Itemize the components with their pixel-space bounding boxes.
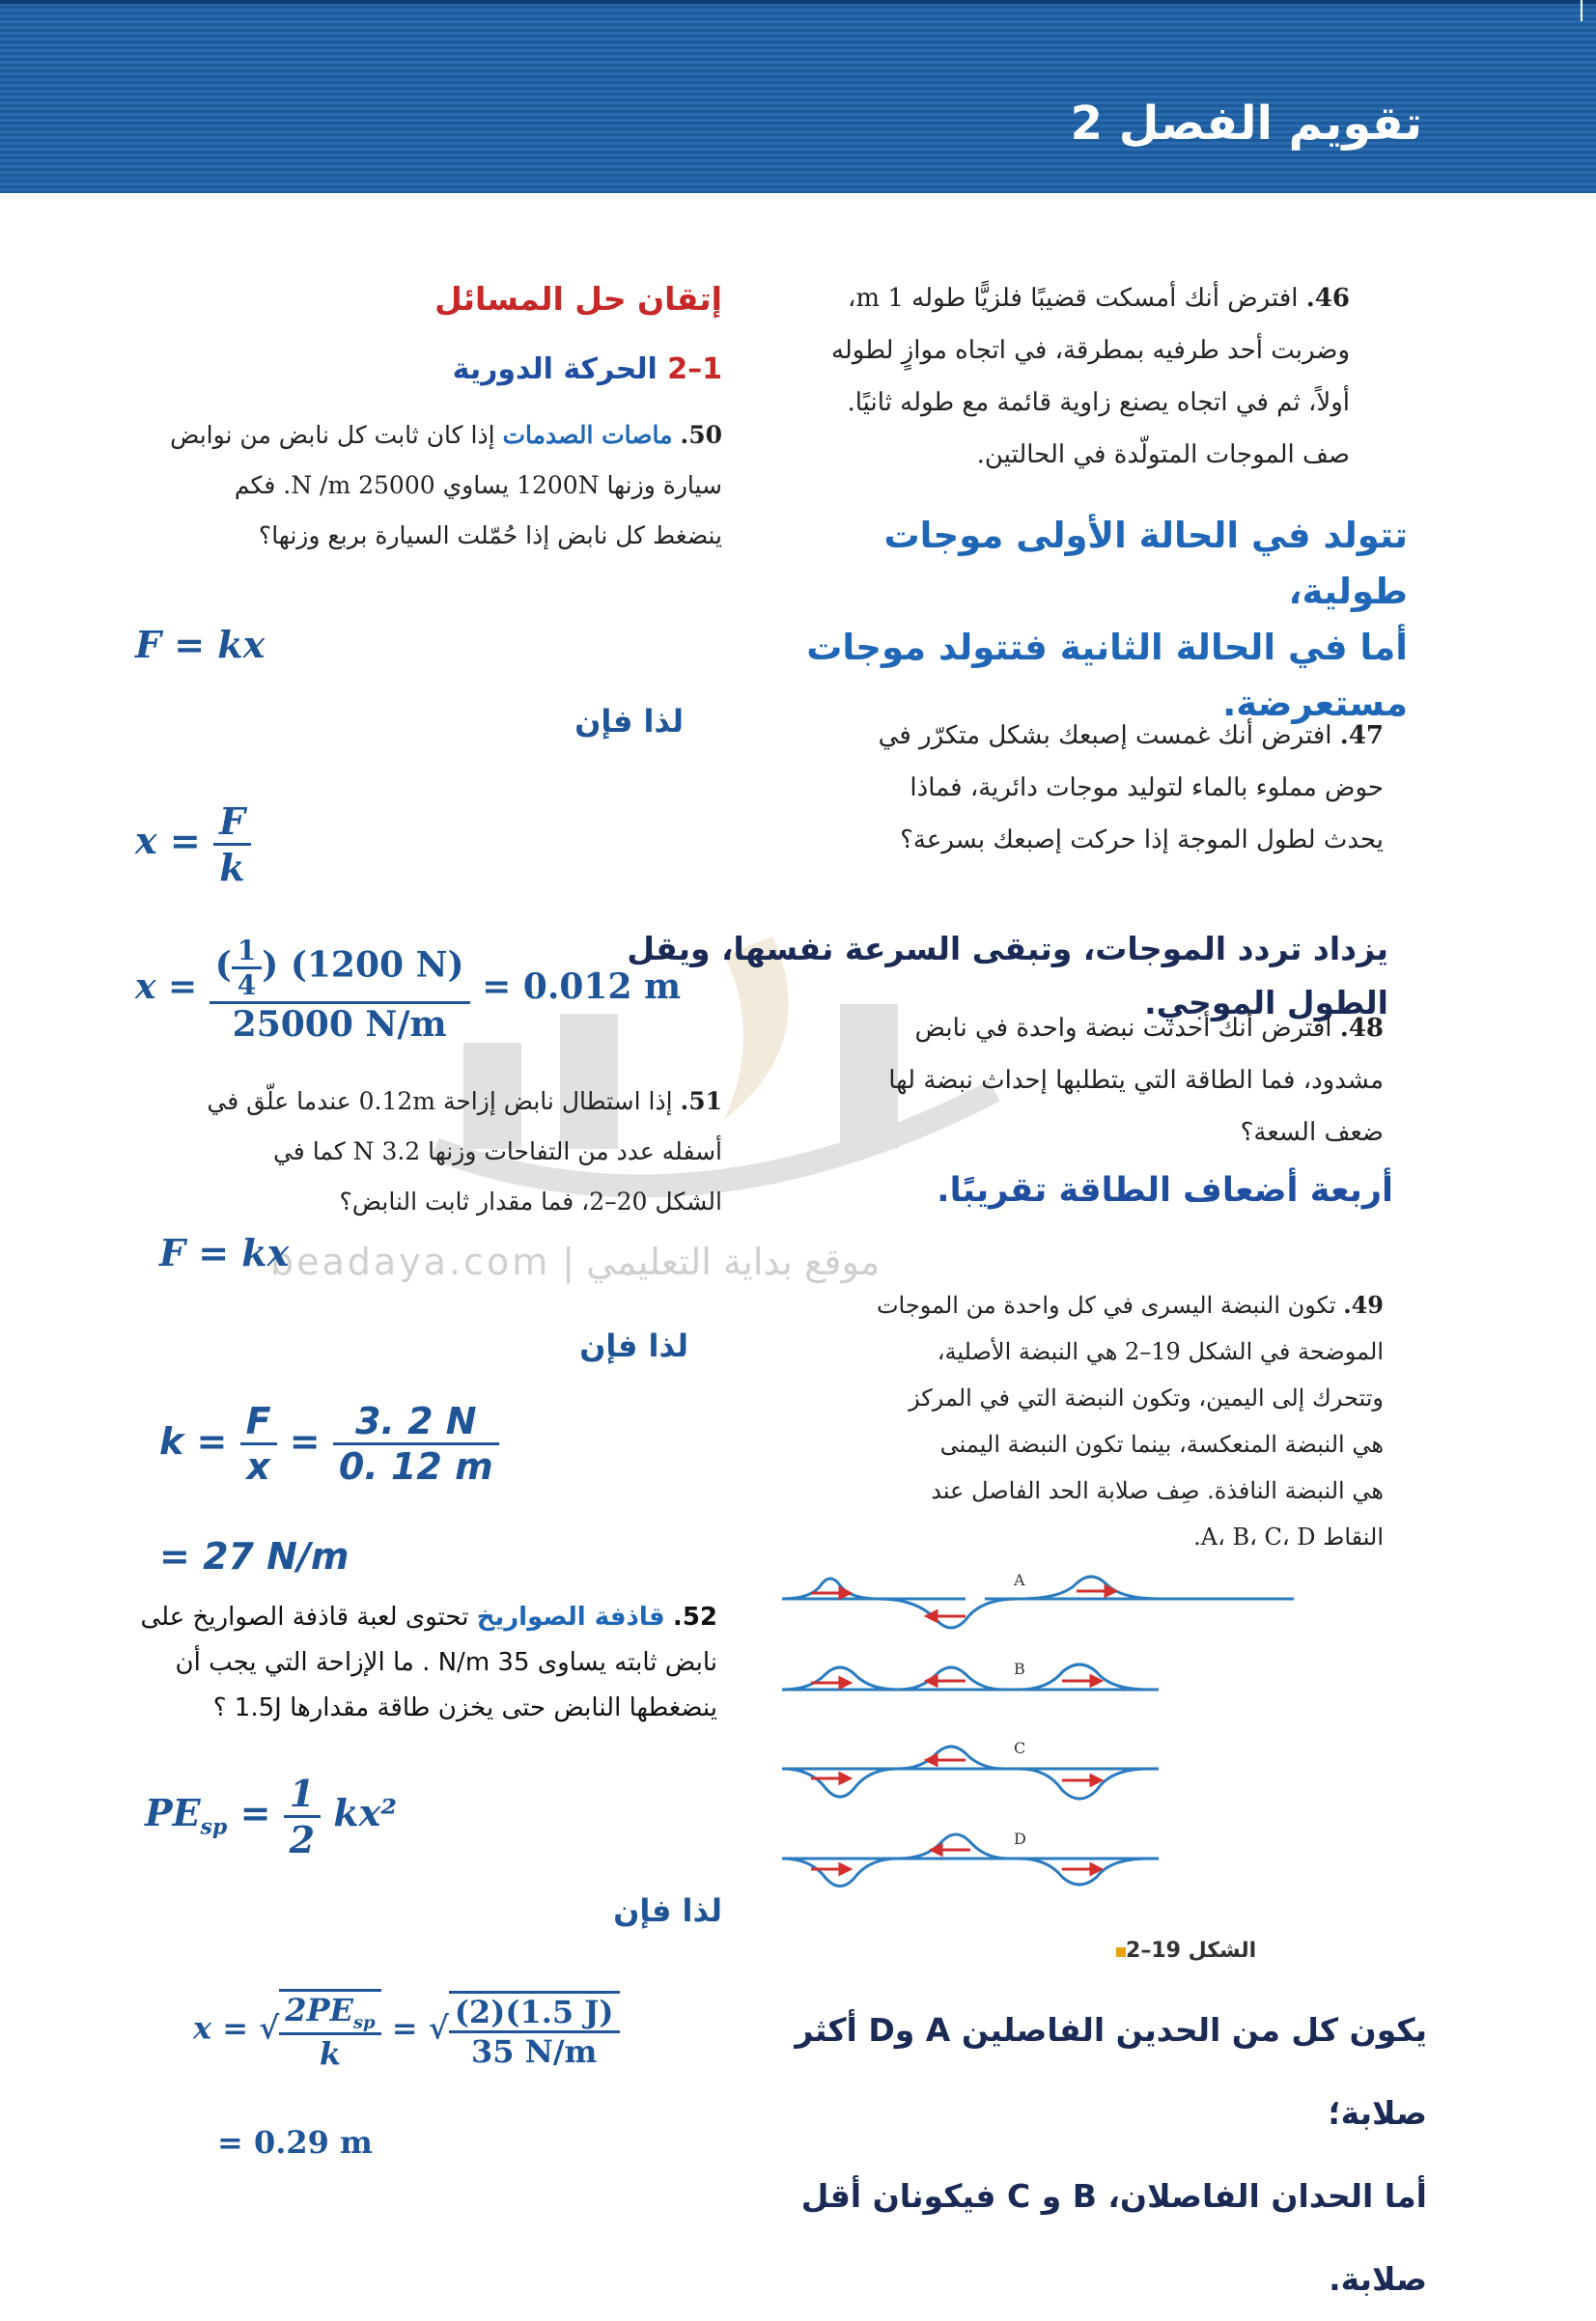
boundary-label-d: D (1014, 1830, 1026, 1848)
q52-eq1-fraction: $\frac{1}{2}$ (284, 1772, 321, 1861)
question-52-number: 52. (672, 1603, 717, 1632)
answer-46-line-3: مستعرضة. (1222, 683, 1408, 724)
question-46-line-3: أولاً، ثم في اتجاه يصنع زاوية قائمة مع طوله ثانيًا. (847, 388, 1350, 417)
wave-a-pulse-left (782, 1579, 879, 1599)
q50-eq3-fraction: ( $\frac{1}{4}$ ) (1200 N) 25000 N/m (210, 935, 470, 1045)
subsection-name: الحركة الدورية (452, 352, 658, 386)
question-51-line-1: 51. إذا استطال نابض إزاحة 0.12m عندما علّق في (207, 1087, 722, 1115)
answer-46-line-1: تتولد في الحالة الأولى موجات طولية، (883, 515, 1408, 612)
question-52 (119, 1595, 717, 1731)
answer-48: أربعة أضعاف الطاقة تقريبًا. (937, 1171, 1393, 1210)
question-50-keyword: ماصات الصدمات (502, 421, 673, 449)
q50-equation-3: x = ( $\frac{1}{4}$ ) (1200 N) 25000 N/m = 0.012 m (135, 935, 682, 1045)
sqrt-sign-2: √ (428, 2009, 449, 2047)
wave-d-pulse-mid (898, 1834, 1009, 1859)
answer-47: يزداد تردد الموجات، وتبقى السرعة نفسها، ويقل الطول الموجي. (627, 930, 1388, 1021)
question-52-keyword: قاذفة الصواريخ (476, 1603, 665, 1632)
question-52-line-3: ينضغطها النابض حتى يخزن طاقة مقدارها 1.5J ؟ (212, 1693, 717, 1722)
question-49-line-2: الموضحة في الشكل 19–2 هي النبضة الأصلية، (937, 1338, 1384, 1365)
q52-therefore: لذا فإن (613, 1892, 722, 1929)
question-52-line-1: 52. قاذفة الصواريخ تحتوى لعبة قاذفة الصواريخ على (140, 1603, 717, 1632)
question-47-number: 47. (1339, 721, 1384, 750)
question-49-number: 49. (1343, 1291, 1384, 1319)
question-48-line-1: 48. افترض أنك أحدثت نبضة واحدة في نابض (914, 1014, 1384, 1043)
figure-2-19-caption: الشكل 19–2 (1110, 1939, 1256, 1963)
answer-49-line-1: يكون كل من الحدين الفاصلين A وD أكثر صلابة؛ (795, 2011, 1427, 2132)
question-46-line-4: صف الموجات المتولّدة في الحالتين. (976, 440, 1350, 469)
q50-equation-1: F = kx (135, 623, 266, 666)
question-52-line-2: نابض ثابته يساوى 35 N/m . ما الإزاحة التي يجب أن (175, 1648, 717, 1677)
question-49-line-4: هي النبضة المنعكسة، بينما تكون النبضة اليمنى (939, 1431, 1384, 1458)
subsection-number: 1–2 (667, 352, 722, 386)
question-46-line-1: 46. افترض أنك أمسكت قضيبًا فلزيًّا طوله 1 m، (848, 284, 1350, 313)
answer-46-line-2: أما في الحالة الثانية فتتولد موجات (806, 627, 1408, 668)
q51-therefore: لذا فإن (579, 1328, 688, 1364)
answer-49-line-2: أما الحدان الفاصلان، B و C فيكونان أقل صلابة. (800, 2177, 1427, 2298)
q51-eq2-fraction-1: $\frac{F}{x}$ (240, 1400, 277, 1488)
question-48-line-2: مشدود، فما الطاقة التي يتطلبها إحداث نبضة لها (888, 1066, 1384, 1095)
wave-c-pulse-mid (898, 1747, 1004, 1769)
q50-eq2-fraction: $\frac{F}{k}$ (213, 799, 251, 889)
boundary-label-b: B (1014, 1660, 1025, 1678)
question-50-line-1: 50. ماصات الصدمات إذا كان ثابت كل نابض من نوابض (170, 421, 722, 449)
question-48-number: 48. (1339, 1014, 1384, 1043)
question-51-line-3: الشكل 20–2، فما مقدار ثابت النابض؟ (339, 1188, 722, 1216)
question-50 (124, 410, 722, 561)
q51-eq2-fraction-2: $\frac{3. 2 N}{0. 12 m}$ (333, 1400, 499, 1488)
caption-square-icon (1116, 1947, 1126, 1957)
question-49-line-1: 49. تكون النبضة اليسرى في كل واحدة من الموجات (876, 1291, 1384, 1319)
watermark-text: موقع بداية التعليمي | beadaya.com (270, 1241, 881, 1283)
q52-eq2-fraction-1: $\frac{2PE_{sp}}{k}$ (279, 1989, 380, 2072)
q52-equation-1: $PE_{sp}$ = $\frac{1}{2}$ kx² (145, 1772, 397, 1861)
wave-b-pulse-right (1019, 1664, 1149, 1690)
question-51-line-2: أسفله عدد من التفاحات وزنها 3.2 N كما في (272, 1137, 722, 1165)
question-47-line-3: يحدث لطول الموجة إذا حركت إصبعك بسرعة؟ (900, 825, 1384, 854)
answer-46 (770, 508, 1408, 732)
subsection-title (453, 352, 722, 386)
question-51 (124, 1077, 722, 1227)
q51-equation-1: F = kx (159, 1231, 290, 1274)
sqrt-sign-1: √ (259, 2009, 280, 2047)
corner-mark (1581, 0, 1582, 21)
q50-therefore: لذا فإن (574, 703, 684, 740)
question-46 (809, 272, 1350, 481)
wave-b-pulse-mid (898, 1667, 1004, 1690)
q52-eq2-fraction-2: $\frac{(2)(1.5 J)}{35 N/m}$ (449, 1991, 620, 2070)
q52-result: = 0.29 m (217, 2124, 373, 2161)
question-49 (766, 1282, 1384, 1560)
q51-result: = 27 N/m (159, 1535, 350, 1578)
q52-equation-2: x = √ $\frac{2PE_{sp}}{k}$ = √ $\frac{(2)(1.5 J)}{35 N/m}$ (193, 1989, 620, 2072)
question-47-line-1: 47. افترض أنك غمست إصبعك بشكل متكرّر في (878, 721, 1384, 750)
wave-a-pulse-mid (879, 1599, 1019, 1628)
question-49-line-6: النقاط A، B، C، D. (1193, 1524, 1384, 1551)
answer-49 (751, 1989, 1427, 2321)
chapter-title: تقويم الفصل 2 (1070, 97, 1422, 151)
wave-a-pulse-right (1019, 1577, 1159, 1599)
question-46-number: 46. (1305, 284, 1350, 313)
question-50-line-3: ينضغط كل نابض إذا حُمّلت السيارة بربع وزنها؟ (258, 521, 722, 549)
boundary-label-a: A (1014, 1571, 1025, 1589)
question-48-line-3: ضعف السعة؟ (1240, 1118, 1384, 1147)
question-50-line-2: سيارة وزنها 1200N يساوي 25000 N /m. فكم (234, 471, 722, 499)
figure-2-19-waves (772, 1564, 1468, 1950)
header-top-line (0, 0, 1596, 4)
question-49-line-3: وتتحرك إلى اليمين، وتكون النبضة التي في المركز (909, 1384, 1384, 1412)
wave-d-pulse-right (1019, 1859, 1149, 1885)
question-47-line-2: حوض مملوء بالماء لتوليد موجات دائرية، فماذا (910, 773, 1384, 802)
q51-equation-2: k = $\frac{F}{x}$ = $\frac{3. 2 N}{0. 12 m}$ (159, 1400, 499, 1488)
question-50-number: 50. (680, 421, 722, 449)
question-48 (766, 1002, 1384, 1159)
boundary-label-c: C (1014, 1739, 1026, 1757)
q50-equation-2: x = $\frac{F}{k}$ (135, 799, 251, 889)
section-title: إتقان حل المسائل (434, 280, 722, 318)
question-47 (766, 710, 1384, 866)
question-49-line-5: هي النبضة النافذة. صِف صلابة الحد الفاصل عند (931, 1477, 1384, 1504)
wave-c-pulse-right (1019, 1769, 1149, 1799)
question-46-line-2: وضربت أحد طرفيه بمطرقة، في اتجاه موازٍ لطوله (830, 336, 1350, 365)
question-51-number: 51. (680, 1087, 722, 1115)
